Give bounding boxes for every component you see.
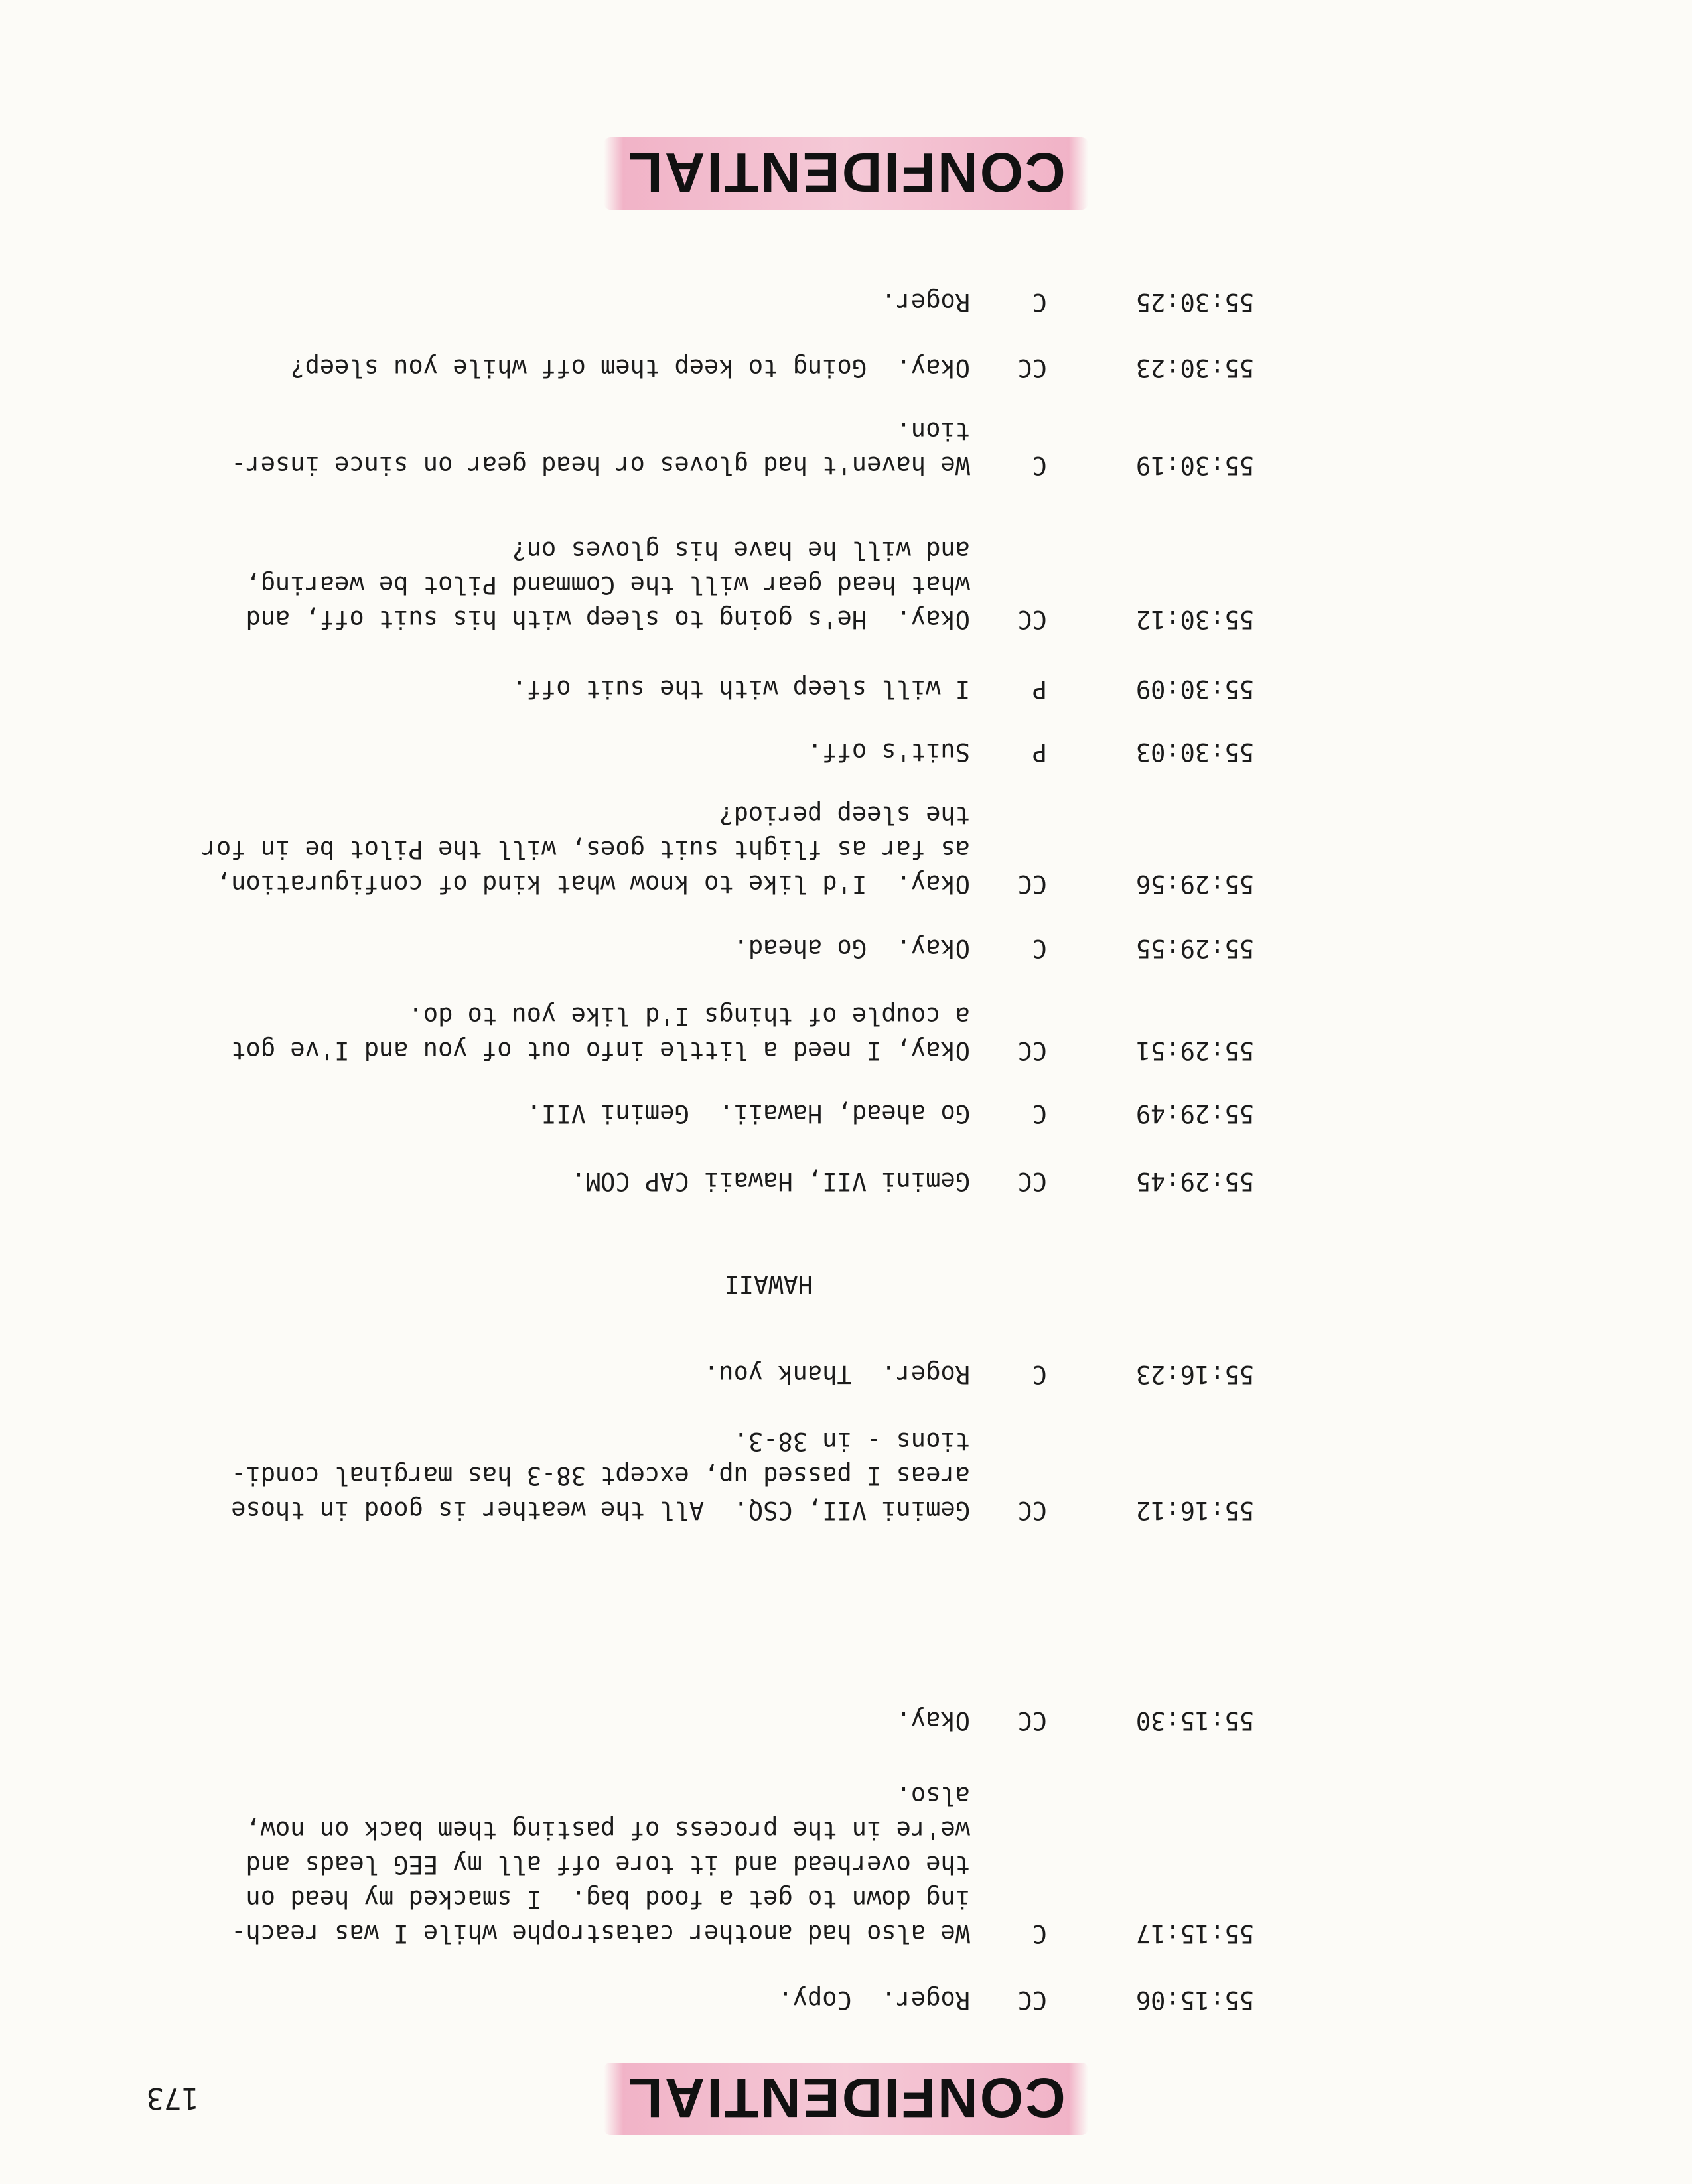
- entry-speaker: C: [1032, 1360, 1047, 1389]
- entry-speaker: C: [1032, 934, 1047, 963]
- entry-speaker: CC: [1017, 605, 1047, 634]
- entry-text: Roger.: [881, 288, 970, 316]
- entry-time: 55:29:45: [1135, 1167, 1254, 1195]
- section-heading: HAWAII: [724, 1270, 813, 1298]
- entry-text: Roger. Copy.: [778, 1986, 970, 2014]
- entry-speaker: P: [1032, 675, 1047, 703]
- confidential-stamp-bottom: [0, 137, 1692, 210]
- entry-text: Okay, I need a little info out of you and I've got a couple of things I'd like you to do.: [231, 1002, 970, 1065]
- entry-time: 55:15:06: [1135, 1986, 1254, 2014]
- entry-text: Okay. I'd like to know what kind of configuration, as far as flight suit goes, will the Pilot be in for the sleep period?: [201, 801, 970, 898]
- entry-speaker: CC: [1017, 1706, 1047, 1735]
- entry-time: 55:29:51: [1135, 1036, 1254, 1065]
- entry-speaker: CC: [1017, 1167, 1047, 1195]
- entry-text: I will sleep with the suit off.: [512, 675, 970, 703]
- entry-time: 55:30:23: [1135, 354, 1254, 382]
- entry-text: Gemini VII, Hawaii CAP COM.: [571, 1167, 970, 1195]
- entry-speaker: CC: [1017, 1496, 1047, 1525]
- entry-speaker: C: [1032, 451, 1047, 480]
- entry-speaker: CC: [1017, 354, 1047, 382]
- entry-speaker: C: [1032, 1099, 1047, 1128]
- entry-speaker: CC: [1017, 1036, 1047, 1065]
- entry-time: 55:30:19: [1135, 451, 1254, 480]
- entry-text: We haven't had gloves or head gear on since inser- tion.: [231, 417, 970, 480]
- entry-text: Okay. Go ahead.: [733, 934, 970, 963]
- entry-text: Go ahead, Hawaii. Gemini VII.: [526, 1099, 970, 1128]
- entry-time: 55:15:17: [1135, 1919, 1254, 1948]
- confidential-stamp-text: CONFIDENTIAL: [604, 2063, 1088, 2135]
- confidential-stamp-top: [0, 2063, 1692, 2135]
- entry-text: Roger. Thank you.: [704, 1360, 970, 1389]
- page-number: 173: [146, 2081, 199, 2115]
- entry-text: We also had another catastrophe while I was reach- ing down to get a food bag. I smacked my head on the overhead and it tore off all my EEG leads and we're in the process of pasting them back on now, also.: [231, 1781, 970, 1948]
- entry-time: 55:29:55: [1135, 934, 1254, 963]
- entry-speaker: C: [1032, 1919, 1047, 1948]
- entry-text: Okay. He's going to sleep with his suit off, and what head gear will the Command Pilot be wearing, and will he have his gloves on?: [246, 536, 970, 634]
- entry-time: 55:30:12: [1135, 605, 1254, 634]
- entry-time: 55:16:12: [1135, 1496, 1254, 1525]
- entry-speaker: C: [1032, 288, 1047, 316]
- entry-time: 55:30:09: [1135, 675, 1254, 703]
- entry-time: 55:30:03: [1135, 738, 1254, 766]
- entry-speaker: P: [1032, 738, 1047, 766]
- entry-text: Okay.: [896, 1706, 970, 1735]
- entry-text: Suit's off.: [807, 738, 970, 766]
- entry-speaker: CC: [1017, 1986, 1047, 2014]
- entry-text: Okay. Going to keep them off while you sleep?: [290, 354, 970, 382]
- entry-speaker: CC: [1017, 870, 1047, 898]
- entry-text: Gemini VII, CSQ. All the weather is good in those areas I passed up, except 38-3 has marginal condi- tions - in 38-3.: [231, 1427, 970, 1525]
- entry-time: 55:16:23: [1135, 1360, 1254, 1389]
- confidential-stamp-text: CONFIDENTIAL: [604, 137, 1088, 210]
- entry-time: 55:15:30: [1135, 1706, 1254, 1735]
- entry-time: 55:29:56: [1135, 870, 1254, 898]
- entry-time: 55:30:25: [1135, 288, 1254, 316]
- entry-time: 55:29:49: [1135, 1099, 1254, 1128]
